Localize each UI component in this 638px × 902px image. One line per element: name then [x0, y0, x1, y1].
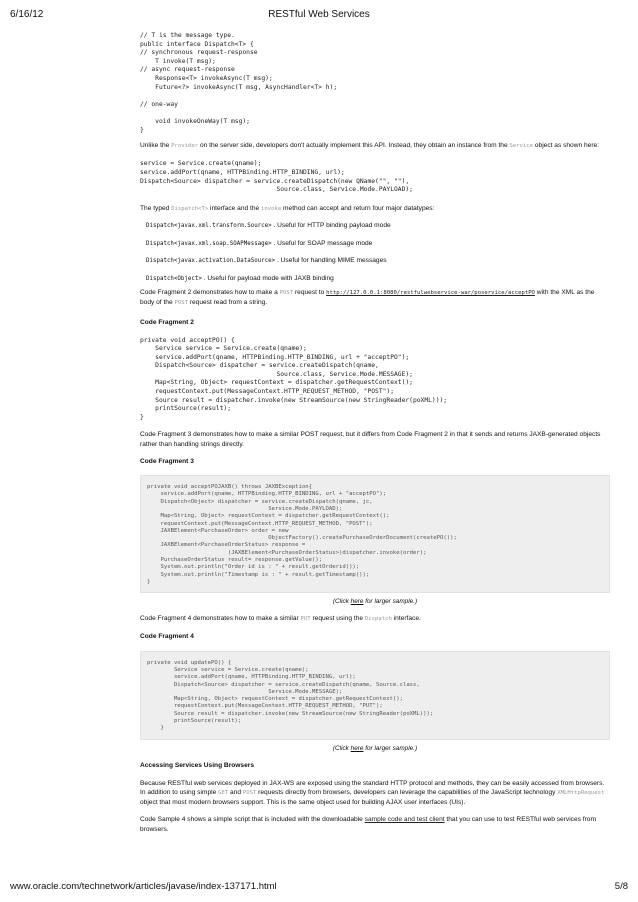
code-image-fragment-3 — [140, 475, 610, 593]
heading-fragment-3: Code Fragment 3 — [140, 457, 194, 465]
list-item: Dispatch<javax.activation.DataSource> . Useful for handling MIME messages — [146, 257, 387, 265]
code-create-dispatch: service = Service.create(qname); service.addPort(qname, HTTPBinding.HTTP_BINDING, url); Dispatch<Source> dispatcher = service.createDispatch(new QName("", ""), Source.class, Service.Mode.PAYLOAD); — [140, 160, 413, 194]
paragraph-fragment2-intro: Code Fragment 2 demonstrates how to make a POST request to http://127.0.0.1:8080/restfulwebservice-war/poservice/acceptPO with the XML as the body of the POST request read from a string. — [140, 288, 595, 307]
code-update-po: private void updatePO() { Service service = Service.create(qname); service.addPort(qname, HTTPBinding.HTTP_BINDING, url); Dispatch<Source> dispatcher = service.createDispatch(qname, Source.class, Service.Mode.MESSAGE); Map<String, Object> requestContext = dispatcher.getRequestContext(); requestContext.put(MessageContext.HTTP_REQUEST_METHOD, "PUT"); Source result = dispatcher.invoke(new StreamSource(new StringReader(poXML))); printSource(result); } — [147, 659, 434, 732]
paragraph-code-sample-4: Code Sample 4 shows a simple script that is included with the downloadable sample code and test client that you can use to test RESTful web services from browsers. — [140, 816, 596, 833]
heading-fragment-2: Code Fragment 2 — [140, 319, 194, 327]
list-item: Dispatch<javax.xml.transform.Source> . Useful for HTTP binding payload mode — [146, 221, 391, 229]
page-number: 5/8 — [614, 881, 628, 892]
page-header — [10, 9, 628, 21]
code-dispatch-interface: // T is the message type. public interface Dispatch<T> { // synchronous request-response T invoke(T msg); // async request-response Response<T> invokeAsync(T msg); Future<?> invokeAsync(T msg, AsyncHandler<T> h); // one-way void invokeOneWay(T msg); } — [140, 32, 338, 134]
larger-sample-link[interactable]: here — [350, 744, 364, 752]
code-image-fragment-4 — [140, 651, 610, 740]
larger-sample-link[interactable]: here — [350, 598, 364, 606]
sample-code-link[interactable]: sample code and test client — [364, 816, 445, 824]
page-title: RESTful Web Services — [268, 9, 370, 20]
heading-accessing-services: Accessing Services Using Browsers — [140, 761, 254, 769]
paragraph-datatypes: The typed Dispatch<T> interface and the invoke method can accept and return four major datatypes: — [140, 204, 435, 212]
print-date: 6/16/12 — [10, 9, 44, 20]
paragraph-browsers: Because RESTful web services deployed in JAX-WS are exposed using the standard HTTP protocol and methods, they can be easily accessed from browsers. In addition to using simple GET and POST requests directly from browsers, developers can leverage the capabilities of the JavaScript technology XMLHttpRequest object that most modern browsers support. This is the same object used for building AJAX user interfaces (UIs). — [140, 779, 605, 807]
page-footer — [10, 881, 628, 893]
heading-fragment-4: Code Fragment 4 — [140, 633, 194, 641]
code-accept-po-jaxb: private void acceptPOJAXB() throws JAXBException{ service.addPort(qname, HTTPBinding.HTTP_BINDING, url + "acceptPO"); Dispatch<Object> dispatcher = service.createDispatch(qname, jc, Service.Mode.PAYLOAD); Map<String, Object> requestContext = dispatcher.getRequestContext(); requestContext.put(MessageContext.HTTP_REQUEST_METHOD, "POST"); JAXBElement<PurchaseOrder> order = new ObjectFactory().createPurchaseOrderDocument(createPO()); JAXBElement<PurchaseOrderStatus> response = (JAXBElement<PurchaseOrderStatus>)dispatcher.invoke(order); PurchaseOrderStatus result= response.getValue(); System.out.println("Order id is : " + result.getOrderid()); System.out.println("Timestamp is : " + result.getTimestamp()); } — [147, 484, 457, 585]
caption-fragment-3: (Click here for larger sample.) — [332, 598, 418, 606]
code-accept-po: private void acceptPO() { Service service = Service.create(qname); service.addPort(qname, HTTPBinding.HTTP_BINDING, url + "acceptPO"); Dispatch<Source> dispatcher = service.createDispatch(qname, Source.class, Service.Mode.MESSAGE); Map<String, Object> requestContext = dispatcher.getRequestContext(); requestContext.put(MessageContext.HTTP_REQUEST_METHOD, "POST"); Source result = dispatcher.invoke(new StreamSource(new StringReader(poXML))); printSource(result); } — [140, 336, 448, 421]
paragraph-fragment3-intro: Code Fragment 3 demonstrates how to make a similar POST request, but it differs from Code Fragment 2 in that it sends and returns JAXB-generated objects rather than handling strings directly. — [140, 431, 601, 448]
caption-fragment-4: (Click here for larger sample.) — [332, 744, 418, 752]
footer-url: www.oracle.com/technetwork/articles/javase/index-137171.html — [10, 881, 277, 892]
paragraph-fragment4-intro: Code Fragment 4 demonstrates how to make a similar PUT request using the Dispatch interface. — [140, 615, 421, 623]
list-item: Dispatch<javax.xml.soap.SOAPMessage> . Useful for SOAP message mode — [146, 239, 373, 247]
article-content — [140, 30, 610, 834]
paragraph-provider: Unlike the Provider on the server side, developers don't actually implement this API. Instead, they obtain an instance from the Service object as shown here: — [140, 142, 600, 150]
acceptpo-url-link[interactable]: http://127.0.0.1:8080/restfulwebservice-war/poservice/acceptPO — [326, 289, 535, 296]
list-item: Dispatch<Object> . Useful for payload mode with JAXB binding — [146, 274, 334, 282]
datatype-list — [146, 221, 610, 284]
